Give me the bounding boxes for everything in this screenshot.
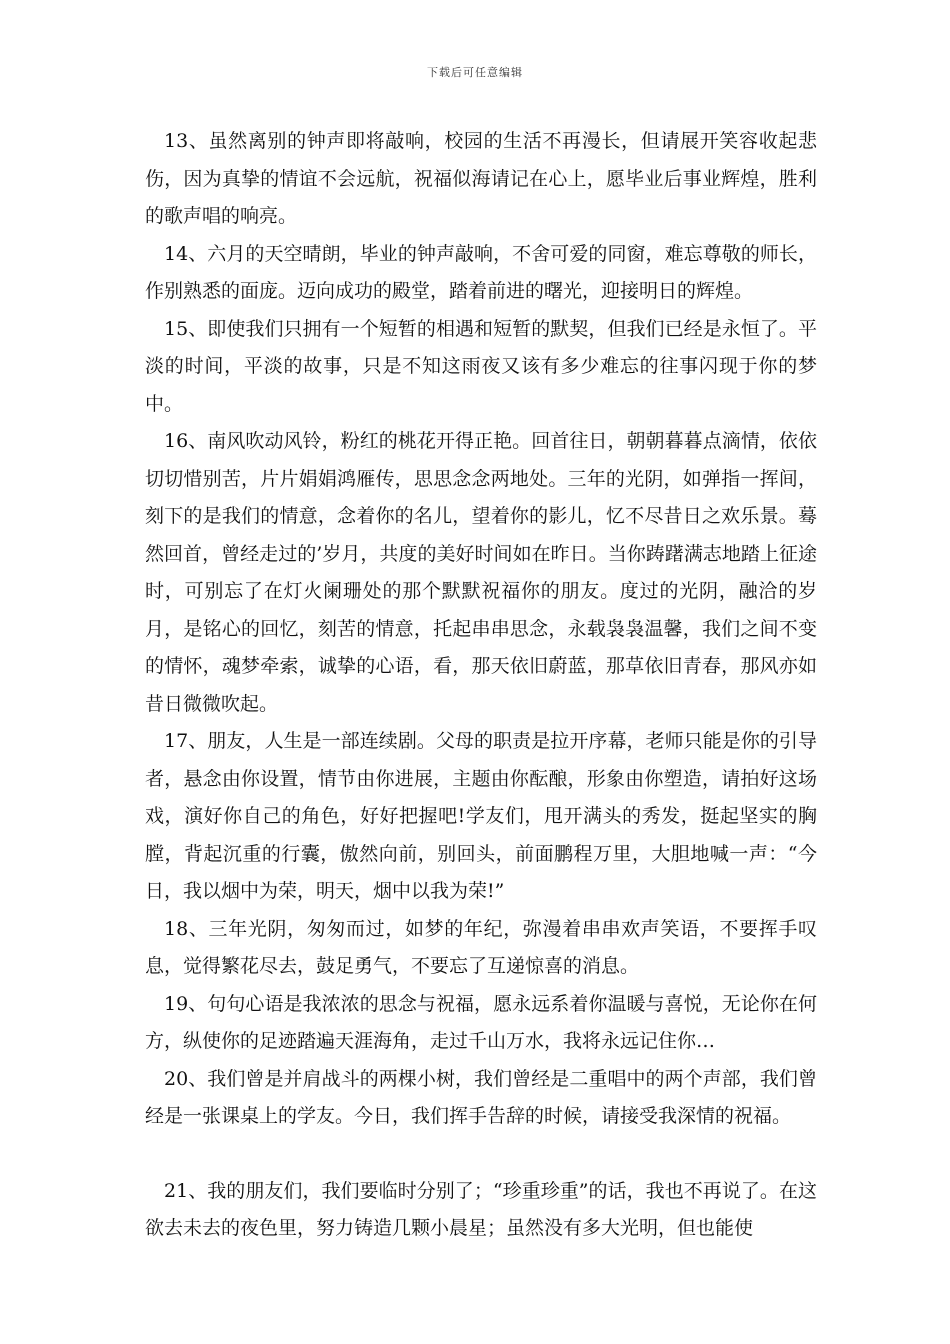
paragraph-16: 16、南风吹动风铃，粉红的桃花开得正艳。回首往日，朝朝暮暮点滴情，依依切切惜别苦，片片娟娟鸿雁传，思思念念两地处。三年的光阴，如弹指一挥间，刻下的是我们的情意，念着你的名儿，望着你的影儿，忆不尽昔日之欢乐景。蓦然回首，曾经走过的’岁月，共度的美好时间如在昨日。当你踌躇满志地踏上征途时，可别忘了在灯火阑珊处的那个默默祝福你的朋友。度过的光阴，融洽的岁月，是铭心的回忆，刻苦的情意，托起串串思念，永载袅袅温馨，我们之间不变的情怀，魂梦牵索，诚挚的心语，看，那天依旧蔚蓝，那草依旧青春，那风亦如昔日微微吹起。: [145, 430, 817, 715]
paragraph-20: 20、我们曾是并肩战斗的两棵小树，我们曾经是二重唱中的两个声部，我们曾经是一张课桌上的学友。今日，我们挥手告辞的时候，请接受我深情的祝福。: [145, 1067, 817, 1127]
document-body: [145, 123, 817, 1248]
paragraph-13: 13、虽然离别的钟声即将敲响，校园的生活不再漫长，但请展开笑容收起悲伤，因为真挚的情谊不会远航，祝福似海请记在心上，愿毕业后事业辉煌，胜利的歌声唱的响亮。: [145, 130, 817, 227]
page-header: 下载后可任意编辑: [427, 66, 523, 79]
paragraph-15: 15、即使我们只拥有一个短暂的相遇和短暂的默契，但我们已经是永恒了。平淡的时间，平淡的故事，只是不知这雨夜又该有多少难忘的往事闪现于你的梦中。: [145, 317, 817, 415]
paragraph-17: 17、朋友，人生是一部连续剧。父母的职责是拉开序幕，老师只能是你的引导者，悬念由你设置，情节由你进展，主题由你酝酿，形象由你塑造，请拍好这场戏，演好你自己的角色，好好把握吧!学友们，甩开满头的秀发，挺起坚实的胸膛，背起沉重的行囊，傲然向前，别回头，前面鹏程万里，大胆地喊一声：“今日，我以烟中为荣，明天，烟中以我为荣!”: [145, 730, 817, 902]
paragraph-14: 14、六月的天空晴朗，毕业的钟声敲响，不舍可爱的同窗，难忘尊敬的师长，作别熟悉的面庞。迈向成功的殿堂，踏着前进的曙光，迎接明日的辉煌。: [145, 242, 817, 302]
paragraph-21: 21、我的朋友们，我们要临时分别了；“珍重珍重”的话，我也不再说了。在这欲去未去的夜色里，努力铸造几颗小晨星；虽然没有多大光明，但也能使: [145, 1179, 817, 1239]
paragraph-18: 18、三年光阴，匆匆而过，如梦的年纪，弥漫着串串欢声笑语，不要挥手叹息，觉得繁花尽去，鼓足勇气，不要忘了互递惊喜的消息。: [145, 917, 817, 977]
paragraph-19: 19、句句心语是我浓浓的思念与祝福，愿永远系着你温暖与喜悦，无论你在何方，纵使你的足迹踏遍天涯海角，走过千山万水，我将永远记住你…: [145, 992, 817, 1052]
